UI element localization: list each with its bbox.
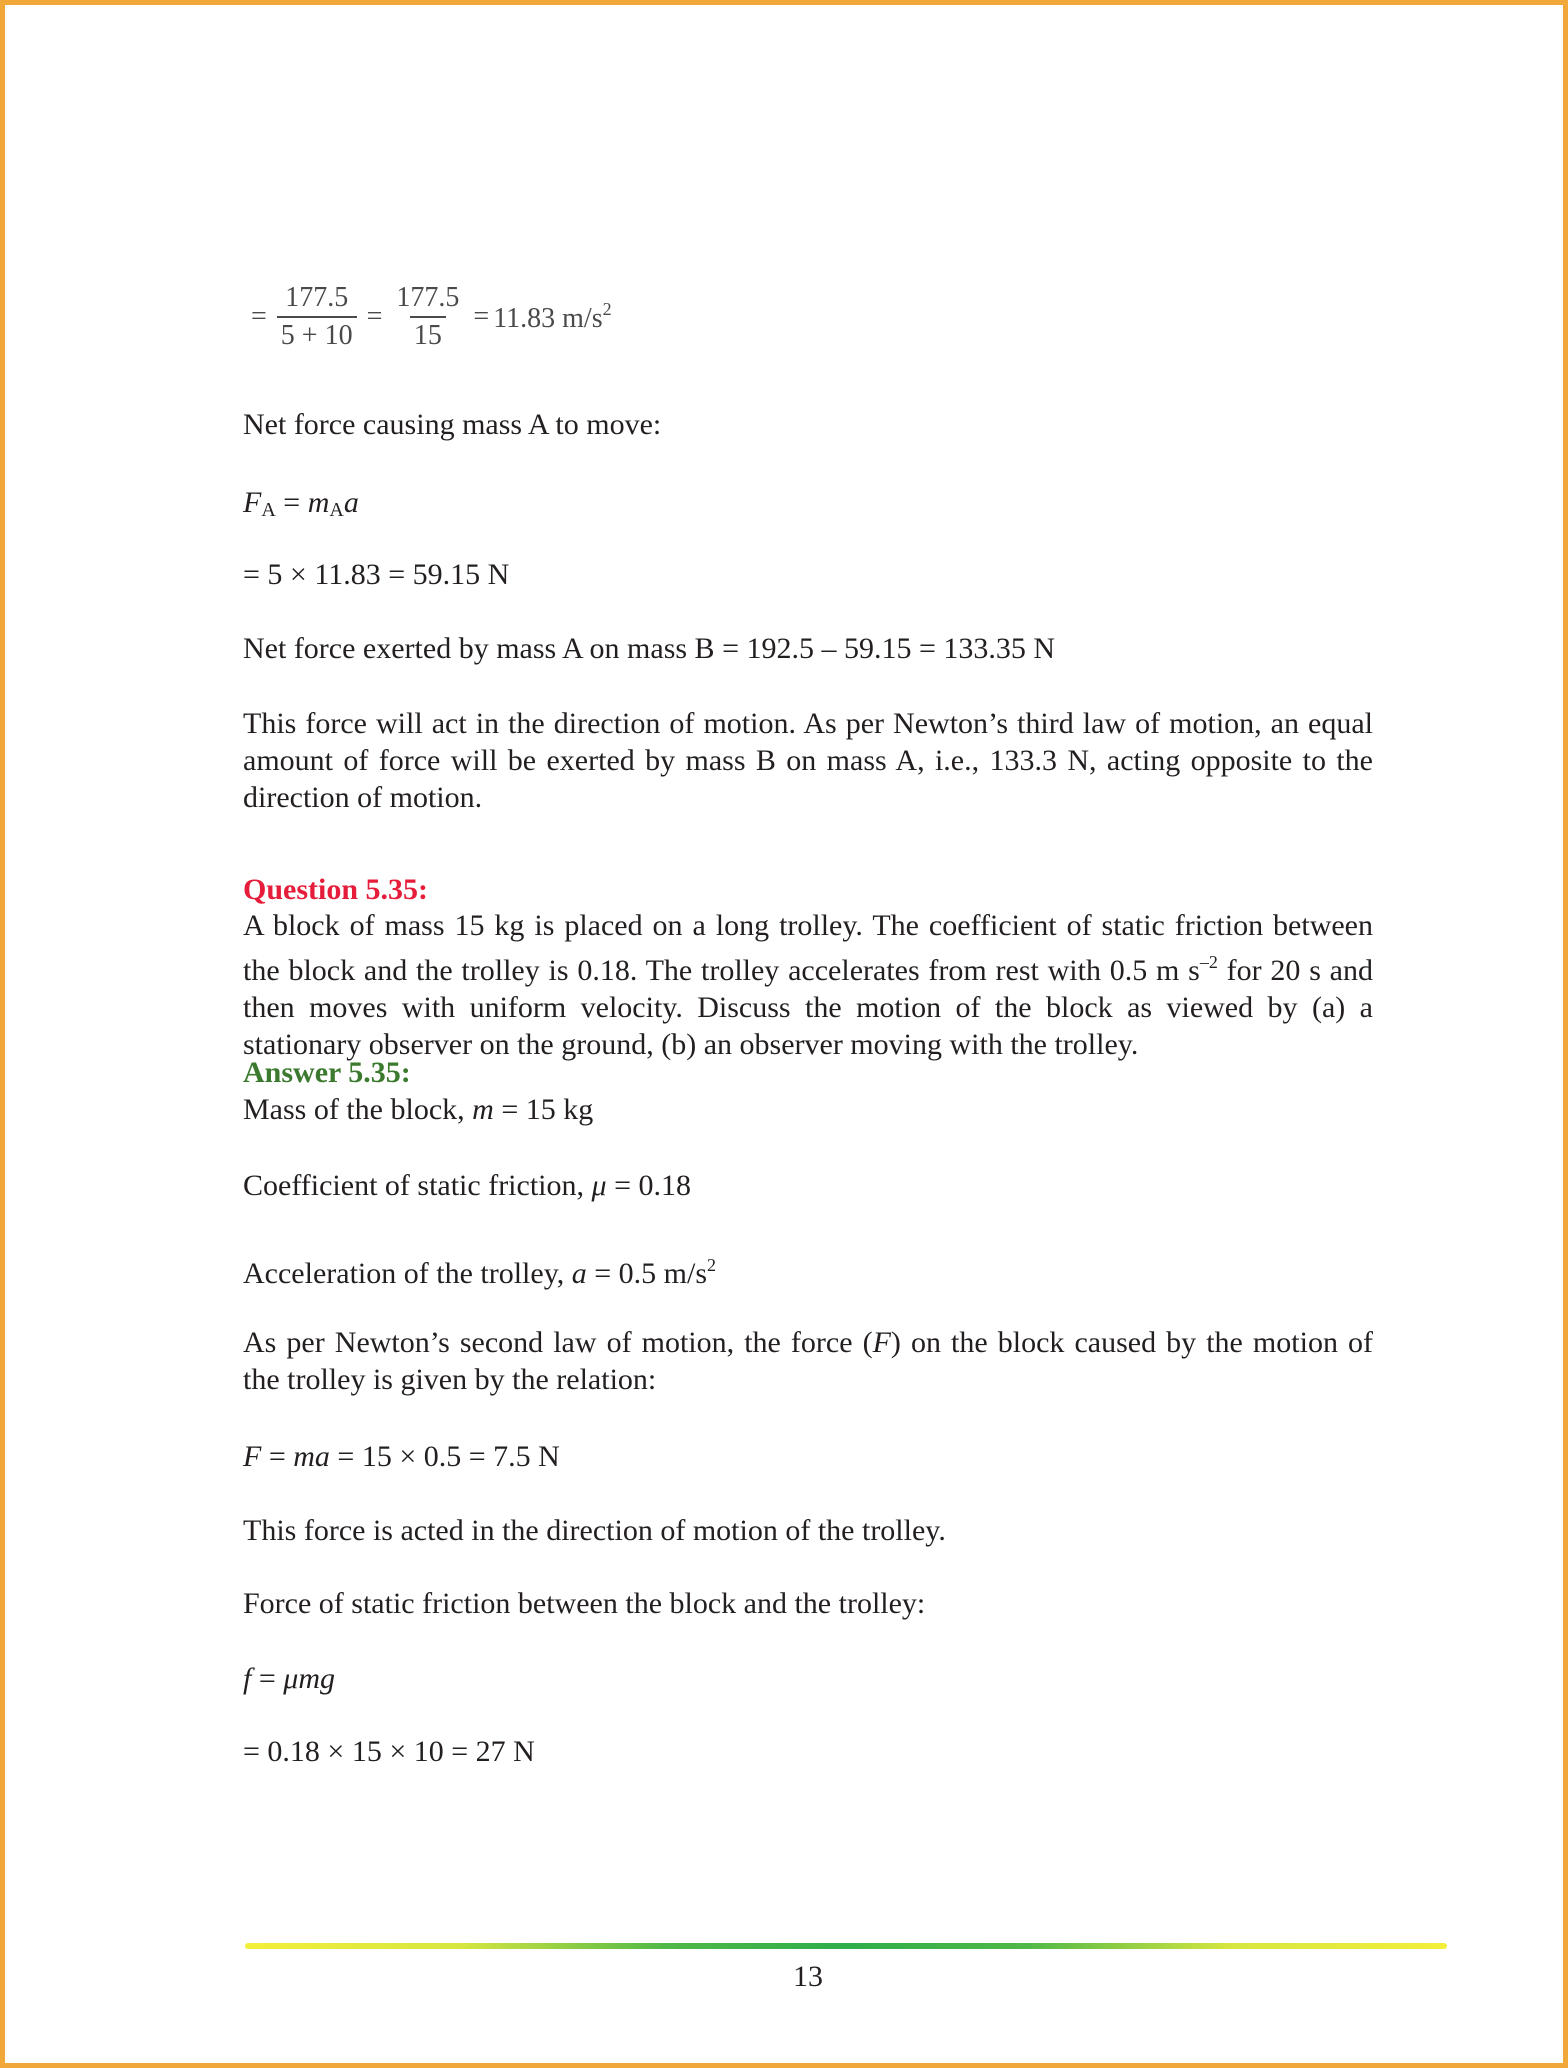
force-equation: F = ma = 15 × 0.5 = 7.5 N — [243, 1440, 560, 1473]
page-number: 13 — [793, 1960, 823, 1993]
answer-accel: Acceleration of the trolley, a = 0.5 $m/s^2$ — [243, 1255, 717, 1290]
friction-label: Force of static friction between the block and the trolley: — [243, 1587, 926, 1620]
footer-rule — [245, 1943, 1447, 1949]
third-law-paragraph: This force will act in the direction of motion. As per Newton’s third law of motion, an equal amount of force will be exerted by mass B on mass A, i.e., 133.3 N, acting opposite to the direction of motion. — [243, 707, 1373, 814]
question-text: A block of mass 15 kg is placed on a long trolley. The coefficient of static friction between the block and the trolley is 0.18. The trolley accelerates from rest with 0.5 m $s^{-2}$ for 20 s and then moves with uniform velocity. Discuss the motion of the block as viewed by (a) a stationary observer on the ground, (b) an observer moving with the trolley. — [243, 909, 1373, 1061]
fraction-result: 11.83 $m/s^2$ — [493, 299, 612, 334]
net-force-a-label: Net force causing mass A to move: — [243, 408, 662, 441]
question-label: Question 5.35: — [243, 873, 429, 906]
second-law-paragraph: As per Newton’s second law of motion, the force (F) on the block caused by the motion of the trolley is given by the relation: — [243, 1326, 1373, 1396]
formula-fa: $F_A = m_Aa$ — [243, 486, 359, 521]
fraction-1-numerator: 177.5 — [285, 282, 349, 313]
fraction-1-denominator: 5 + 10 — [277, 316, 357, 354]
fraction-equation: = $\frac{177.5}{5 + 10}$ = $\frac{177.5}{15}$ = 11.83 $m/s^2$ — [247, 272, 612, 362]
answer-mass: Mass of the block, m = 15 kg — [243, 1093, 594, 1126]
fraction-1 — [277, 280, 357, 354]
direction-text: This force is acted in the direction of motion of the trolley. — [243, 1514, 946, 1547]
answer-mu: Coefficient of static friction, μ = 0.18 — [243, 1169, 691, 1202]
fraction-2 — [392, 280, 463, 354]
calc-fa: = 5 × 11.83 = 59.15 N — [243, 558, 510, 591]
net-force-b: Net force exerted by mass A on mass B = 192.5 – 59.15 = 133.35 N — [243, 632, 1056, 665]
friction-calc: = 0.18 × 15 × 10 = 27 N — [243, 1735, 535, 1768]
fraction-2-denominator: 15 — [410, 316, 446, 354]
friction-equation: f = μmg — [243, 1662, 335, 1695]
answer-label: Answer 5.35: — [243, 1056, 411, 1089]
fraction-2-numerator: 177.5 — [396, 282, 460, 313]
